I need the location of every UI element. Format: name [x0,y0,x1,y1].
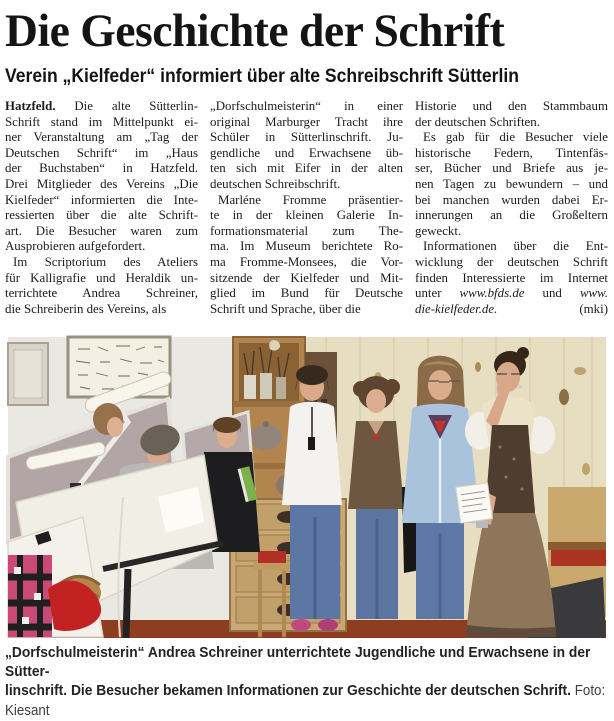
body-line: Deutschen Schrift“ im „Haus [5,145,198,160]
body-line: ressierten über die alte Schrift- [5,208,198,223]
article-column-1 [5,99,198,317]
body-line: der deutschen Schriften. [415,114,540,129]
body-line: Ausprobieren aufgefordert. [5,239,146,254]
photo-illustration [8,337,606,638]
body-line: unter www.bfds.de und www. [415,286,608,301]
article-headline: Die Geschichte der Schrift [5,5,505,57]
body-line: terrichtete Andrea Schreiner, [5,286,198,301]
body-line: ner Veranstaltung am „Tag der [5,130,198,145]
body-line: Schüler in Sütterlinschrift. Ju- [210,130,403,145]
article-column-3 [415,99,608,317]
article-subhead: Verein „Kielfeder“ informiert über alte Schreibschrift Sütterlin [5,65,519,87]
body-line: original Marburger Tracht ihre [210,114,403,129]
body-line: wicklung der deutschen Schrift [415,254,608,269]
body-line: ma. Im Museum berichtete Ro- [210,239,403,254]
photo-credit: Foto: Kiesant [5,683,606,720]
body-line: bei manchen wurden dabei Er- [415,192,608,207]
article-body [5,99,608,317]
body-line: der Buchstaben“ in Hatzfeld. [5,161,198,176]
photo-plaid-bag [8,555,52,637]
body-line: geweckt. [415,223,462,238]
body-line: Drei Mitglieder des Vereins „Die [5,176,198,191]
article-column-2 [210,99,403,317]
body-line: gendliche und Erwachsene üb- [210,145,403,160]
body-line: die Schreiberin des Vereins, als [5,301,167,316]
body-line: finden Interessierte im Internet [415,270,608,285]
body-line: deutschen Schreibschrift. [210,176,341,191]
photo-small-frame [8,343,48,405]
body-line: sitzende der Kielfeder und Mit- [210,270,403,285]
body-line: Im Scriptorium des Ateliers [13,254,198,269]
body-line: nen Tagen zu bewundern – und [415,176,608,191]
body-line: glied im Bund für Deutsche [210,286,403,301]
body-line: für Kalligrafie und Heraldik un- [5,270,198,285]
body-line: te in der kleinen Galerie In- [210,208,403,223]
body-line: art. Die Besucher waren zum [5,223,198,238]
body-line: Kielfeder“ informierten die Inte- [5,192,198,207]
body-line: Informationen über die Ent- [423,239,608,254]
article-photo [8,337,606,638]
body-line: formationsmaterial zum The- [210,223,403,238]
body-line: ser, Bücher und Briefe aus je- [415,161,608,176]
body-line: ma Fromme-Monsees, die Vor- [210,254,403,269]
body-line: die-kielfeder.de. (mki) [415,301,608,316]
photo-teapot [250,424,282,450]
photo-caption [5,643,612,721]
body-line: Es gab für die Besucher viele [423,130,608,145]
body-line: Marléne Fromme präsentier- [218,192,403,207]
body-line: Schrift und Sprache, über die [210,301,361,316]
body-line: Hatzfeld. Die alte Sütterlin- [5,99,198,113]
body-line: „Dorfschulmeisterin“ in einer [210,99,403,113]
body-line: Schrift stand im Mittelpunkt ei- [5,114,198,129]
body-line: Historie und den Stammbaum [415,99,608,113]
body-line: historische Federn, Tintenfäs- [415,145,608,160]
body-line: ten sich mit Eifer in der alten [210,161,403,176]
caption-bold-line1: „Dorfschulmeisterin“ Andrea Schreiner unterrichtete Jugendliche und Erwachsene in der Sütter- [5,644,591,681]
caption-bold-line2: linschrift. Die Besucher bekamen Informationen zur Geschichte der deutschen Schrift. [5,682,571,700]
body-line: innerungen an die Großeltern [415,208,608,223]
